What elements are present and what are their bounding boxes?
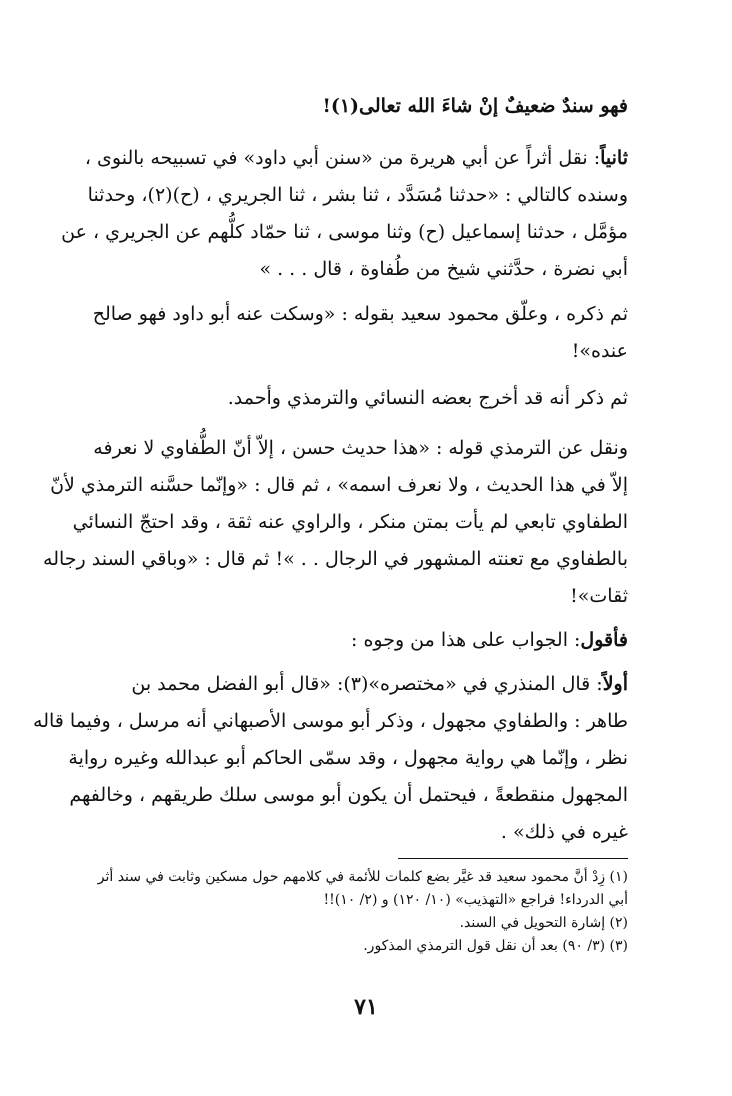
para1-line-1: : نقل أثراً عن أبي هريرة من «سنن أبي داود» في تسبيحه بالنوى ، [84, 147, 601, 169]
paragraph-4 [43, 430, 628, 615]
para1-line-2: وسنده كالتالي : «حدثنا مُسَدَّد ، ثنا بشر ، ثنا الجريري ، (ح)(٢)، وحدثنا [87, 184, 628, 206]
para6-line-3: نظر ، وإنّما هي رواية مجهول ، وقد سمّى الحاكم أبو عبدالله وغيره رواية [68, 747, 628, 769]
heading-text: فهو سندٌ ضعيفٌ إنْ شاءَ الله تعالى(١)! [322, 95, 628, 117]
para1-line-4: أبي نضرة ، حدَّثني شيخ من طُفاوة ، قال . . . » [259, 258, 628, 280]
para1-lead: ثانياً [600, 147, 628, 169]
paragraph-6 [33, 666, 628, 851]
para2-line-2: عنده»! [571, 340, 628, 362]
para4-line-3: الطفاوي تابعي لم يأت بمتن منكر ، والراوي عنه ثقة ، وقد احتجّ النسائي [72, 511, 628, 533]
heading-line [92, 88, 628, 125]
footnote-divider [398, 858, 628, 859]
paragraph-3 [92, 380, 628, 417]
paragraph-1 [61, 140, 628, 288]
para2-line-1: ثم ذكره ، وعلّق محمود سعيد بقوله : «وسكت عنه أبو داود فهو صالح [92, 303, 628, 325]
para6-lead: أولاً [602, 673, 628, 695]
para4-line-2: إلاّ في هذا الحديث ، ولا نعرف اسمه» ، ثم قال : «وإنّما حسَّنه الترمذي لأنّ [50, 474, 628, 496]
footnote-3: (٣) (٣/ ٩٠) بعد أن نقل قول الترمذي المذكور. [363, 938, 628, 954]
para4-line-4: بالطفاوي مع تعنته المشهور في الرجال . . »! ثم قال : «وباقي السند رجاله [43, 548, 628, 570]
para6-line-2: طاهر : والطفاوي مجهول ، وذكر أبو موسى الأصبهاني أنه مرسل ، وفيما قاله [33, 710, 628, 732]
footnote-2: (٢) إشارة التحويل في السند. [459, 915, 628, 931]
paragraph-2 [92, 296, 628, 370]
para6-line-4: المجهول منقطعةً ، فيحتمل أن يكون أبو موسى سلك طريقهم ، وخالفهم [69, 784, 628, 806]
footnotes [92, 866, 628, 958]
para3-line-1: ثم ذكر أنه قد أخرج بعضه النسائي والترمذي وأحمد. [227, 387, 628, 409]
footnote-1-line-2: أبي الدرداء! فراجع «التهذيب» (١٠/ ١٢٠) و (٢/ ١٠)!! [323, 892, 628, 908]
para6-line-5: غيره في ذلك» . [500, 821, 628, 843]
para1-line-3: مؤمَّل ، حدثنا إسماعيل (ح) وثنا موسى ، ثنا حمّاد كلُّهم عن الجريري ، عن [61, 221, 628, 243]
para6-line-1: : قال المنذري في «مختصره»(٣): «قال أبو الفضل محمد بن [131, 673, 603, 695]
footnote-1-line-1: (١) زِدْ أنَّ محمود سعيد قد غيَّر بضع كلمات للأئمة في كلامهم حول مسكين وثابت في سند أثر [97, 869, 628, 885]
para5-rest: : الجواب على هذا من وجوه : [351, 629, 581, 651]
para5-lead: فأقول [580, 629, 628, 651]
para4-line-1: ونقل عن الترمذي قوله : «هذا حديث حسن ، إلاّ أنّ الطُّفاوي لا نعرفه [93, 437, 628, 459]
page-number: ٧١ [354, 994, 378, 1020]
para4-line-5: ثقات»! [570, 585, 628, 607]
paragraph-5 [92, 622, 628, 659]
